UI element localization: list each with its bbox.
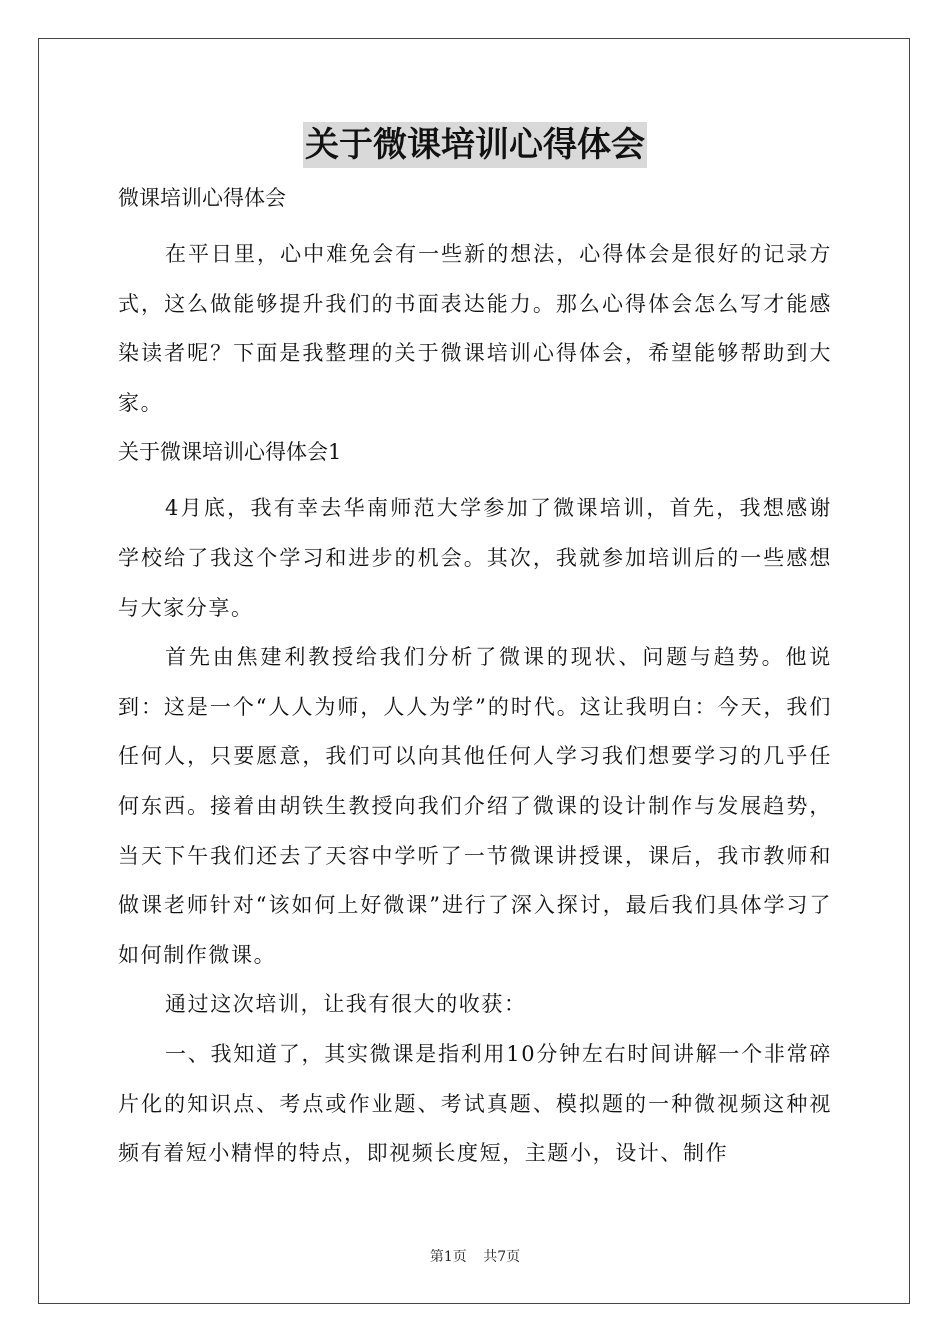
section-heading: 关于微课培训心得体会1 (118, 440, 342, 465)
title-container (0, 122, 950, 168)
paragraph: 首先由焦建利教授给我们分析了微课的现状、问题与趋势。他说到：这是一个“人人为师，人人为学”的时代。这让我明白：今天，我们任何人，只要愿意，我们可以向其他任何人学习我们想要学习的几乎任何东西。接着由胡铁生教授向我们介绍了微课的设计制作与发展趋势，当天下午我们还去了天容中学听了一节微课讲授课，课后，我市教师和做课老师针对“该如何上好微课”进行了深入探讨，最后我们具体学习了如何制作微课。 (118, 645, 832, 967)
paragraph: 4月底，我有幸去华南师范大学参加了微课培训，首先，我想感谢学校给了我这个学习和进步的机会。其次，我就参加培训后的一些感想与大家分享。 (118, 496, 832, 620)
document-title: 关于微课培训心得体会 (303, 122, 647, 168)
paragraph: 在平日里，心中难免会有一些新的想法，心得体会是很好的记录方式，这么做能够提升我们的书面表达能力。那么心得体会怎么写才能感染读者呢？下面是我整理的关于微课培训心得体会，希望能够帮助到大家。 (118, 242, 832, 415)
paragraph: 一、我知道了，其实微课是指利用10分钟左右时间讲解一个非常碎片化的知识点、考点或作业题、考试真题、模拟题的一种微视频这种视频有着短小精悍的特点，即视频长度短，主题小，设计、制作 (118, 1041, 832, 1166)
page-footer (0, 1247, 950, 1267)
page-total: 共7页 (483, 1249, 521, 1265)
paragraph: 通过这次培训，让我有很大的收获： (165, 992, 527, 1017)
section-heading: 微课培训心得体会 (118, 186, 286, 210)
page-number: 第1页 (429, 1249, 467, 1265)
document-body (118, 180, 832, 1179)
